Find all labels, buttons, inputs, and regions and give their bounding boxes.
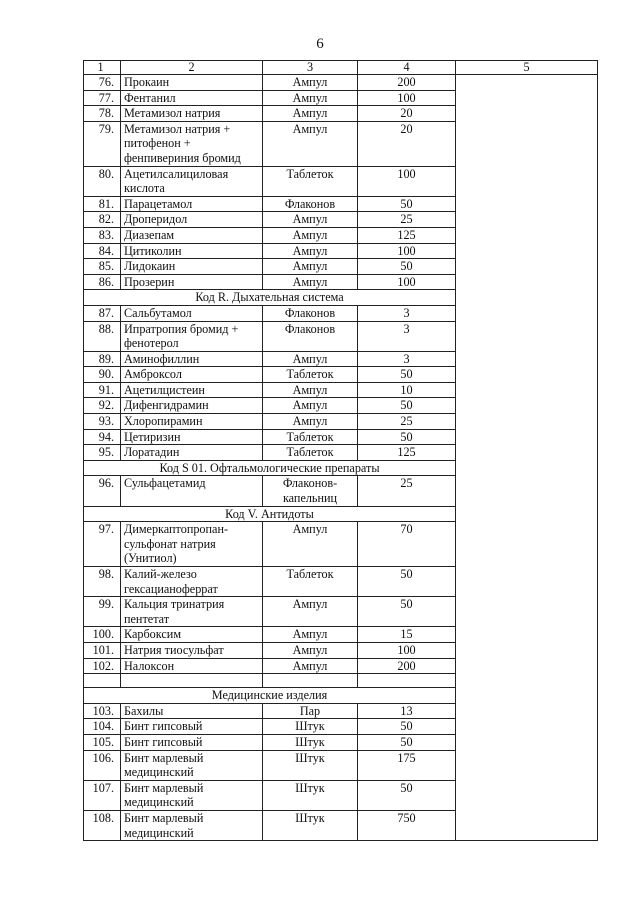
item-unit: Ампул <box>263 90 358 106</box>
empty-cell <box>84 674 121 688</box>
row-number: 87. <box>84 305 121 321</box>
item-quantity: 200 <box>358 658 456 674</box>
item-quantity: 3 <box>358 321 456 351</box>
page-number: 6 <box>316 36 324 52</box>
item-name: Кальция тринатрия пентетат <box>121 597 263 627</box>
item-quantity: 70 <box>358 522 456 567</box>
item-unit: Штук <box>263 780 358 810</box>
item-name: Сульфацетамид <box>121 476 263 506</box>
row-number: 86. <box>84 274 121 290</box>
column-header: 3 <box>263 61 358 75</box>
column-header: 2 <box>121 61 263 75</box>
item-unit: Ампул <box>263 243 358 259</box>
row-number: 79. <box>84 121 121 166</box>
row-number: 90. <box>84 367 121 383</box>
item-quantity: 25 <box>358 476 456 506</box>
item-quantity: 200 <box>358 75 456 91</box>
item-name: Лоратадин <box>121 445 263 461</box>
item-name: Ипратропия бромид + фенотерол <box>121 321 263 351</box>
row-number: 85. <box>84 259 121 275</box>
item-quantity: 50 <box>358 597 456 627</box>
item-unit: Ампул <box>263 658 358 674</box>
item-unit: Ампул <box>263 382 358 398</box>
row-number: 102. <box>84 658 121 674</box>
item-quantity: 13 <box>358 703 456 719</box>
row-number: 107. <box>84 780 121 810</box>
item-quantity: 50 <box>358 719 456 735</box>
item-quantity: 100 <box>358 274 456 290</box>
item-name: Натрия тиосульфат <box>121 642 263 658</box>
row-number: 106. <box>84 750 121 780</box>
item-quantity: 50 <box>358 259 456 275</box>
item-name: Хлоропирамин <box>121 414 263 430</box>
row-number: 76. <box>84 75 121 91</box>
item-quantity: 125 <box>358 227 456 243</box>
empty-cell <box>121 674 263 688</box>
section-title: Код V. Антидоты <box>84 506 456 522</box>
item-name: Дифенгидрамин <box>121 398 263 414</box>
column-header: 5 <box>456 61 598 75</box>
row-number: 93. <box>84 414 121 430</box>
header-row <box>84 61 598 75</box>
item-quantity: 50 <box>358 567 456 597</box>
item-name: Бахилы <box>121 703 263 719</box>
item-unit: Ампул <box>263 414 358 430</box>
table-row <box>84 75 598 91</box>
item-unit: Флаконов <box>263 305 358 321</box>
section-title: Код R. Дыхательная система <box>84 290 456 306</box>
item-unit: Таблеток <box>263 367 358 383</box>
item-name: Метамизол натрия <box>121 106 263 122</box>
item-unit: Ампул <box>263 398 358 414</box>
item-unit: Штук <box>263 750 358 780</box>
row-number: 94. <box>84 429 121 445</box>
item-name: Парацетамол <box>121 196 263 212</box>
item-unit: Ампул <box>263 642 358 658</box>
row-number: 91. <box>84 382 121 398</box>
item-unit: Ампул <box>263 274 358 290</box>
item-quantity: 25 <box>358 414 456 430</box>
item-quantity: 50 <box>358 367 456 383</box>
column-header: 4 <box>358 61 456 75</box>
row-number: 92. <box>84 398 121 414</box>
empty-cell <box>263 674 358 688</box>
item-unit: Ампул <box>263 75 358 91</box>
item-unit: Ампул <box>263 212 358 228</box>
item-unit: Ампул <box>263 227 358 243</box>
item-name: Бинт марлевый медицинский <box>121 810 263 840</box>
item-name: Бинт марлевый медицинский <box>121 780 263 810</box>
item-name: Прокаин <box>121 75 263 91</box>
item-unit: Ампул <box>263 597 358 627</box>
item-name: Бинт гипсовый <box>121 719 263 735</box>
item-name: Бинт гипсовый <box>121 734 263 750</box>
row-number: 84. <box>84 243 121 259</box>
item-unit: Флаконов <box>263 196 358 212</box>
row-number: 101. <box>84 642 121 658</box>
item-unit: Ампул <box>263 522 358 567</box>
item-unit: Штук <box>263 719 358 735</box>
item-name: Фентанил <box>121 90 263 106</box>
item-name: Цетиризин <box>121 429 263 445</box>
empty-cell <box>358 674 456 688</box>
column-5-cell <box>456 75 598 841</box>
item-quantity: 50 <box>358 780 456 810</box>
item-name: Карбоксим <box>121 627 263 643</box>
section-title: Код S 01. Офтальмологические препараты <box>84 460 456 476</box>
item-unit: Ампул <box>263 121 358 166</box>
row-number: 96. <box>84 476 121 506</box>
item-name: Метамизол натрия + питофенон + фенпивериния бромид <box>121 121 263 166</box>
row-number: 83. <box>84 227 121 243</box>
column-header: 1 <box>84 61 121 75</box>
item-name: Калий-железо гексацианоферрат <box>121 567 263 597</box>
item-quantity: 50 <box>358 734 456 750</box>
item-name: Бинт марлевый медицинский <box>121 750 263 780</box>
item-name: Димеркаптопропан-сульфонат натрия (Унитиол) <box>121 522 263 567</box>
row-number: 97. <box>84 522 121 567</box>
row-number: 80. <box>84 166 121 196</box>
row-number: 104. <box>84 719 121 735</box>
item-quantity: 10 <box>358 382 456 398</box>
item-quantity: 25 <box>358 212 456 228</box>
item-unit: Флаконов <box>263 321 358 351</box>
item-unit: Таблеток <box>263 567 358 597</box>
row-number: 98. <box>84 567 121 597</box>
row-number: 103. <box>84 703 121 719</box>
row-number: 82. <box>84 212 121 228</box>
item-quantity: 20 <box>358 106 456 122</box>
item-name: Прозерин <box>121 274 263 290</box>
item-unit: Ампул <box>263 259 358 275</box>
item-unit: Штук <box>263 734 358 750</box>
item-name: Сальбутамол <box>121 305 263 321</box>
row-number: 88. <box>84 321 121 351</box>
item-name: Ацетилцистеин <box>121 382 263 398</box>
row-number: 95. <box>84 445 121 461</box>
row-number: 89. <box>84 351 121 367</box>
item-quantity: 175 <box>358 750 456 780</box>
item-quantity: 20 <box>358 121 456 166</box>
item-quantity: 15 <box>358 627 456 643</box>
medication-table <box>83 60 598 841</box>
item-name: Аминофиллин <box>121 351 263 367</box>
item-name: Амброксол <box>121 367 263 383</box>
item-name: Лидокаин <box>121 259 263 275</box>
item-unit: Штук <box>263 810 358 840</box>
item-quantity: 3 <box>358 351 456 367</box>
row-number: 100. <box>84 627 121 643</box>
item-name: Диазепам <box>121 227 263 243</box>
item-name: Дроперидол <box>121 212 263 228</box>
item-quantity: 100 <box>358 642 456 658</box>
item-unit: Ампул <box>263 351 358 367</box>
item-quantity: 125 <box>358 445 456 461</box>
item-quantity: 50 <box>358 196 456 212</box>
item-quantity: 100 <box>358 90 456 106</box>
item-unit: Таблеток <box>263 429 358 445</box>
row-number: 78. <box>84 106 121 122</box>
item-quantity: 100 <box>358 166 456 196</box>
item-quantity: 100 <box>358 243 456 259</box>
item-quantity: 750 <box>358 810 456 840</box>
row-number: 77. <box>84 90 121 106</box>
row-number: 99. <box>84 597 121 627</box>
item-name: Цитиколин <box>121 243 263 259</box>
item-unit: Ампул <box>263 106 358 122</box>
item-quantity: 3 <box>358 305 456 321</box>
item-name: Ацетилсалициловая кислота <box>121 166 263 196</box>
row-number: 81. <box>84 196 121 212</box>
item-quantity: 50 <box>358 429 456 445</box>
row-number: 108. <box>84 810 121 840</box>
item-unit: Флаконов-капельниц <box>263 476 358 506</box>
item-unit: Таблеток <box>263 166 358 196</box>
item-unit: Ампул <box>263 627 358 643</box>
section-title: Медицинские изделия <box>84 688 456 704</box>
row-number: 105. <box>84 734 121 750</box>
item-unit: Пар <box>263 703 358 719</box>
item-quantity: 50 <box>358 398 456 414</box>
item-unit: Таблеток <box>263 445 358 461</box>
item-name: Налоксон <box>121 658 263 674</box>
